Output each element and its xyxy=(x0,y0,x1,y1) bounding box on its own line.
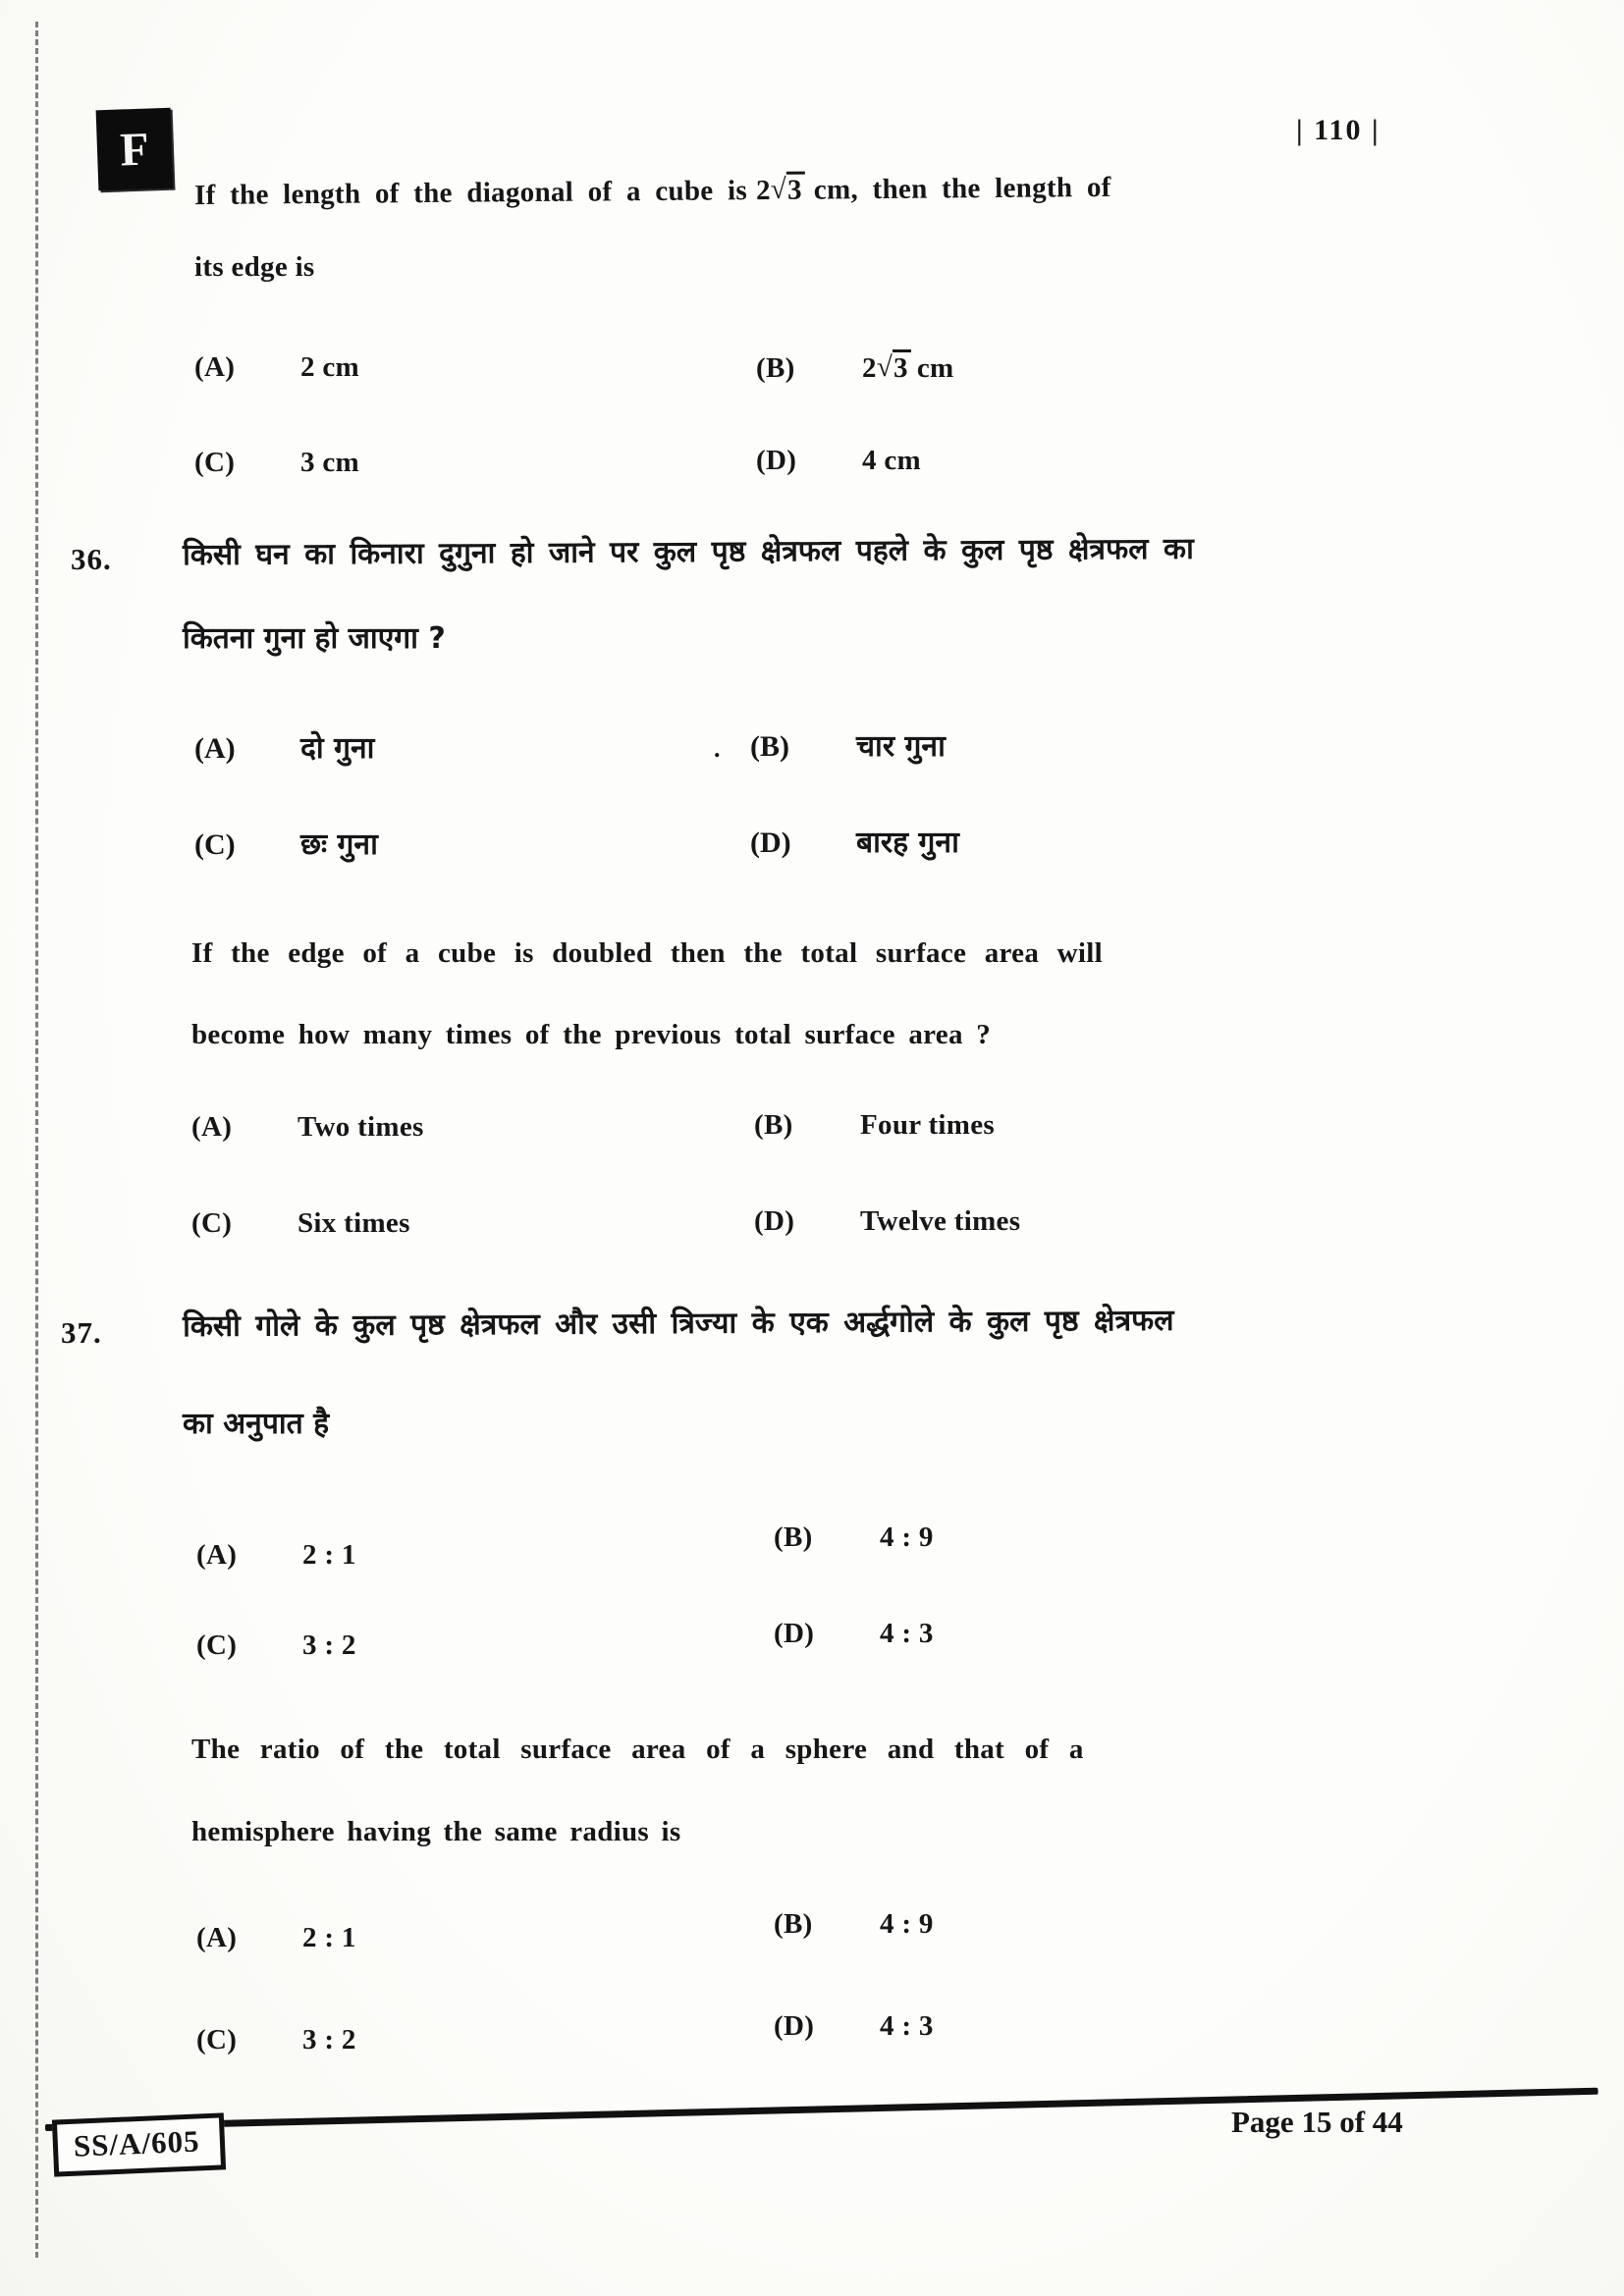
q37-option-c: (C) 3 : 2 xyxy=(196,1629,356,1661)
stray-ink-mark: . xyxy=(714,734,721,763)
option-label: (B) xyxy=(754,1109,793,1141)
question-37-english-line-1: The ratio of the total surface area of a sphere and that of a xyxy=(191,1734,1084,1765)
q37-english-option-d: (D) 4 : 3 xyxy=(774,2010,934,2042)
question-37-hindi-line-1: किसी गोले के कुल पृष्ठ क्षेत्रफल और उसी त्रिज्या के एक अर्द्धगोले के कुल पृष्ठ क्षेत्रफल xyxy=(182,1303,1174,1345)
option-label: (B) xyxy=(774,1908,813,1940)
option-label: (C) xyxy=(196,2024,238,2056)
q37-option-a: (A) 2 : 1 xyxy=(196,1539,356,1571)
option-label: (A) xyxy=(196,1539,238,1571)
question-35-english-line-2: its edge is xyxy=(194,251,315,283)
option-label: (B) xyxy=(750,730,789,763)
q36-english-option-a: (A) Two times xyxy=(191,1111,424,1143)
q36-english-option-d: (D) Twelve times xyxy=(754,1205,1021,1237)
sqrt-radical-sign: √ xyxy=(770,173,787,205)
option-label: (A) xyxy=(194,351,236,383)
question-36-english-line-2: become how many times of the previous total surface area ? xyxy=(191,1019,992,1050)
page-number-label: Page 15 of 44 xyxy=(1231,2105,1403,2139)
q37-english-option-a: (A) 2 : 1 xyxy=(196,1922,356,1953)
q36-hindi-option-a: (A) दो गुना xyxy=(194,731,375,766)
option-label: (D) xyxy=(774,1618,815,1649)
option-label: (A) xyxy=(191,1111,233,1143)
q35-option-b xyxy=(756,349,953,385)
series-badge xyxy=(96,108,174,191)
question-37-number: 37. xyxy=(61,1315,102,1350)
q37-english-option-c: (C) 3 : 2 xyxy=(196,2024,356,2056)
series-letter: F xyxy=(119,123,150,176)
q35-option-c: (C) 3 cm xyxy=(194,447,359,478)
q37-english-option-b: (B) 4 : 9 xyxy=(774,1908,934,1940)
question-36-english-line-1: If the edge of a cube is doubled then the total surface area will xyxy=(191,937,1103,969)
math-sqrt-expression: 2√3 cm xyxy=(862,351,954,384)
math-sqrt-expression: 2√3 xyxy=(756,175,805,206)
page-ref-number: | 110 | xyxy=(1296,114,1380,146)
q36-hindi-option-c: (C) छः गुना xyxy=(194,828,378,862)
q36-english-option-c: (C) Six times xyxy=(191,1207,410,1239)
option-label: (C) xyxy=(194,447,236,478)
q35-option-d: (D) 4 cm xyxy=(756,445,921,476)
option-label: (D) xyxy=(756,445,797,476)
option-label: (D) xyxy=(754,1205,795,1237)
q36-english-option-b: (B) Four times xyxy=(754,1109,995,1141)
q35-option-a: (A) 2 cm xyxy=(194,351,359,383)
option-label: (C) xyxy=(194,828,236,861)
option-label: (D) xyxy=(774,2010,815,2042)
question-36-number: 36. xyxy=(71,542,112,576)
question-36-hindi-line-2: कितना गुना हो जाएगा ? xyxy=(183,621,446,656)
page-edge-line xyxy=(35,22,38,2258)
paper-code: SS/A/605 xyxy=(73,2123,201,2163)
option-label: (A) xyxy=(194,732,236,765)
option-label: (A) xyxy=(196,1922,238,1953)
question-37-hindi-line-2: का अनुपात है xyxy=(183,1407,330,1441)
option-label: (B) xyxy=(756,352,795,384)
question-37-english-line-2: hemisphere having the same radius is xyxy=(191,1816,681,1847)
q36-hindi-option-d: (D) बारह गुना xyxy=(750,826,959,860)
option-label: (D) xyxy=(750,827,791,859)
q37-option-b: (B) 4 : 9 xyxy=(774,1522,934,1553)
option-label: (B) xyxy=(774,1522,813,1553)
option-label: (C) xyxy=(191,1207,233,1239)
question-35-english-line-1: If the length of the diagonal of a cube is 2√3 cm, then the length of xyxy=(193,171,1111,212)
q37-option-d: (D) 4 : 3 xyxy=(774,1618,934,1649)
paper-code-box xyxy=(52,2112,226,2176)
q36-hindi-option-b: (B) चार गुना xyxy=(750,729,946,764)
option-label: (C) xyxy=(196,1629,238,1661)
question-36-hindi-line-1: किसी घन का किनारा दुगुना हो जाने पर कुल पृष्ठ क्षेत्रफल पहले के कुल पृष्ठ क्षेत्रफल का xyxy=(182,531,1194,573)
sqrt-radical-sign: √ xyxy=(876,351,893,383)
